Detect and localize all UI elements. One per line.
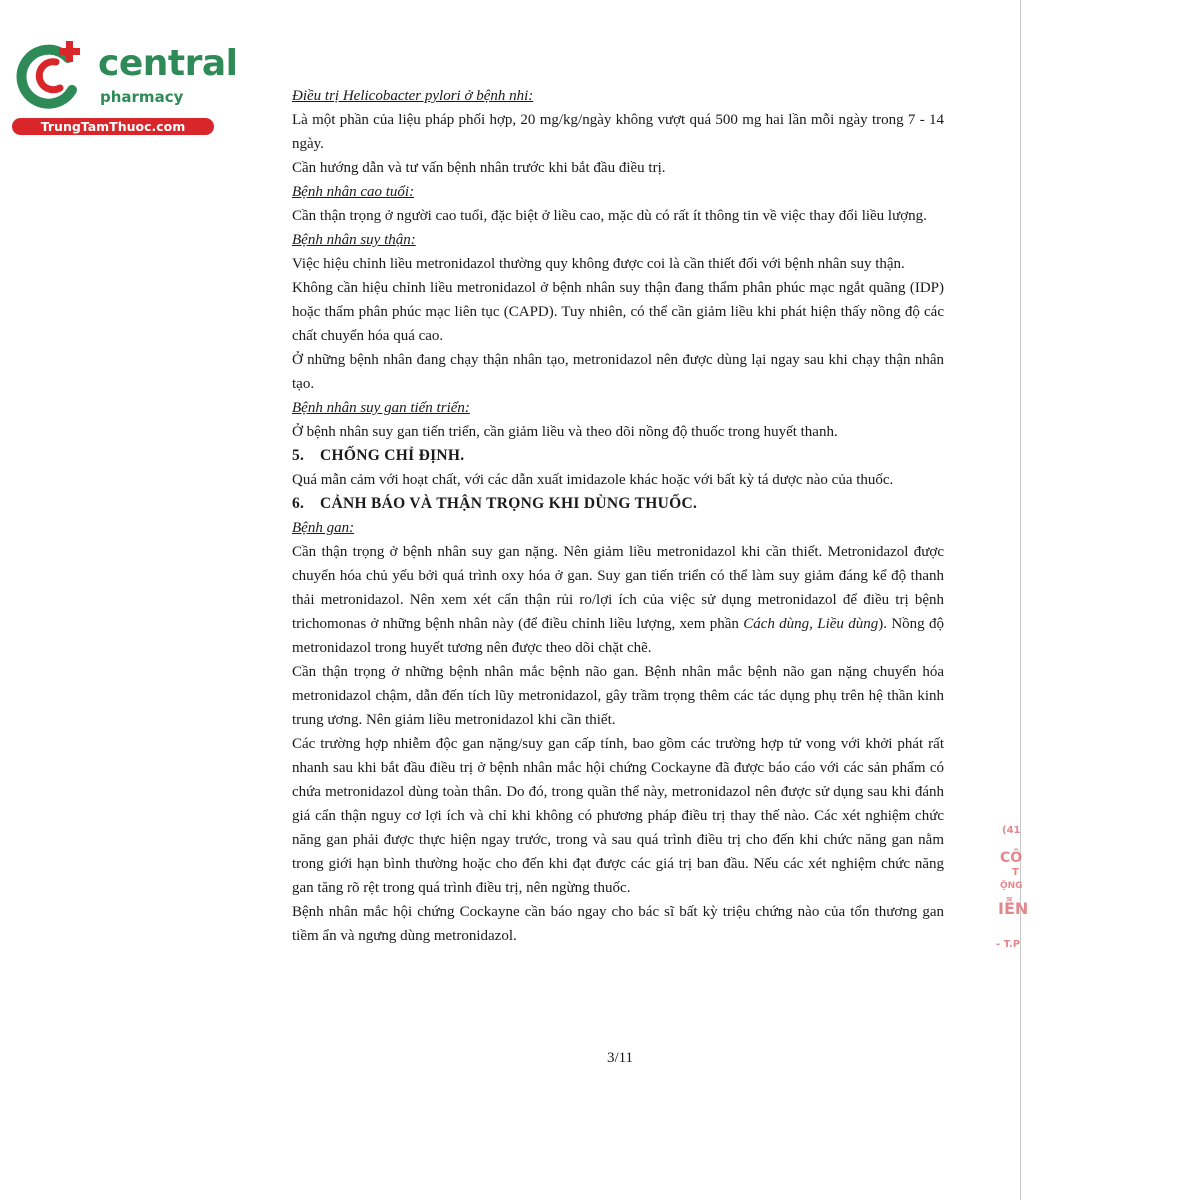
section-title: CHỐNG CHỈ ĐỊNH. xyxy=(320,447,465,464)
stamp-text: IỄN xyxy=(998,899,1029,918)
section-heading-contraindications xyxy=(292,444,944,468)
section-number: 5. xyxy=(292,447,305,464)
logo-name: central xyxy=(98,43,238,84)
pharmacy-c-cross-icon xyxy=(12,38,88,114)
subheading-liver-disease: Bệnh gan: xyxy=(292,520,355,536)
central-pharmacy-logo xyxy=(8,36,238,136)
section-number: 6. xyxy=(292,495,305,512)
logo-subtitle: pharmacy xyxy=(100,88,184,106)
paragraph-text: ). Nồng độ metronidazol trong huyết tương nên được theo dõi chặt chẽ. xyxy=(292,616,944,656)
document-body xyxy=(292,84,944,948)
paragraph xyxy=(292,540,944,660)
subheading-h-pylori: Điều trị Helicobacter pylori ở bệnh nhi: xyxy=(292,88,534,104)
logo-website-badge: TrungTamThuoc.com xyxy=(12,118,214,135)
subheading-hepatic: Bệnh nhân suy gan tiến triển: xyxy=(292,400,470,416)
stamp-text: (41 xyxy=(1002,825,1021,836)
paragraph: Ở bệnh nhân suy gan tiến triển, cần giảm liều và theo dõi nồng độ thuốc trong huyết thanh. xyxy=(292,424,838,440)
paragraph: Các trường hợp nhiễm độc gan nặng/suy gan cấp tính, bao gồm các trường hợp tử vong với khởi phát rất nhanh sau khi bắt đầu điều trị ở bệnh nhân mắc hội chứng Cockayne đã được báo cáo với các sản phẩm có chứa metronidazol dùng toàn thân. Do đó, trong quần thể này, metronidazol nên được sử dụng sau khi đánh giá cẩn thận nguy cơ lợi ích và chỉ khi không có phương pháp điều trị thay thế nào. Các xét nghiệm chức năng gan phải được thực hiện ngay trước, trong và sau quá trình điều trị cho đến khi chức năng gan nằm trong giới hạn bình thường hoặc cho đến khi đạt được các giá trị ban đầu. Nếu các xét nghiệm chức năng gan tăng rõ rệt trong quá trình điều trị, nên ngừng thuốc. xyxy=(292,736,944,896)
paragraph: Là một phần của liệu pháp phối hợp, 20 mg/kg/ngày không vượt quá 500 mg hai lần mỗi ngày trong 7 - 14 ngày. xyxy=(292,112,944,152)
cross-reference: Cách dùng, Liều dùng xyxy=(743,616,879,632)
stamp-text: - T.P xyxy=(996,939,1021,950)
stamp-text: T xyxy=(1012,867,1019,878)
paragraph: Cần thận trọng ở người cao tuổi, đặc biệt ở liều cao, mặc dù có rất ít thông tin về việc thay đổi liều lượng. xyxy=(292,208,927,224)
paragraph: Không cần hiệu chỉnh liều metronidazol ở bệnh nhân suy thận đang thẩm phân phúc mạc ngắt quãng (IDP) hoặc thẩm phân phúc mạc liên tục (CAPD). Tuy nhiên, có thể cần giảm liều khi phát hiện thấy nồng độ các chất chuyển hóa quá cao. xyxy=(292,280,944,344)
company-stamp xyxy=(990,815,1030,965)
section-title: CẢNH BÁO VÀ THẬN TRỌNG KHI DÙNG THUỐC. xyxy=(320,495,698,512)
paragraph-text: Cần thận trọng ở bệnh nhân suy gan nặng. Nên giảm liều metronidazol khi cần thiết. Metronidazol được chuyển hóa chủ yếu bởi quá trình oxy hóa ở gan. Suy gan tiến triển có thể làm suy giảm đáng kể độ thanh thải metronidazol. Nên xem xét cẩn thận rủi ro/lợi ích của việc sử dụng metronidazol để điều trị bệnh trichomonas ở những bệnh nhân này (để điều chỉnh liều lượng, xem phần xyxy=(292,544,944,632)
subheading-elderly: Bệnh nhân cao tuổi: xyxy=(292,184,415,200)
paragraph: Ở những bệnh nhân đang chạy thận nhân tạo, metronidazol nên được dùng lại ngay sau khi chạy thận nhân tạo. xyxy=(292,352,944,392)
section-heading-warnings xyxy=(292,492,944,516)
paragraph: Cần thận trọng ở những bệnh nhân mắc bệnh não gan. Bệnh nhân mắc bệnh não gan nặng chuyển hóa metronidazol chậm, dẫn đến tích lũy metronidazol, gây trầm trọng thêm các tác dụng phụ trên hệ thần kinh trung ương. Nên giảm liều metronidazol khi cần thiết. xyxy=(292,664,944,728)
paragraph: Quá mẫn cảm với hoạt chất, với các dẫn xuất imidazole khác hoặc với bất kỳ tá dược nào của thuốc. xyxy=(292,472,894,488)
page-edge-line xyxy=(1020,0,1021,1200)
subheading-renal: Bệnh nhân suy thận: xyxy=(292,232,416,248)
stamp-text: ỘNG xyxy=(1000,881,1023,891)
page-number: 3/11 xyxy=(606,1050,634,1066)
paragraph: Bệnh nhân mắc hội chứng Cockayne cần báo ngay cho bác sĩ bất kỳ triệu chứng nào của tổn thương gan tiềm ẩn và ngưng dùng metronidazol. xyxy=(292,904,944,944)
paragraph: Việc hiệu chỉnh liều metronidazol thường quy không được coi là cần thiết đối với bệnh nhân suy thận. xyxy=(292,256,905,272)
stamp-text: CÔ xyxy=(1000,850,1023,866)
paragraph: Cần hướng dẫn và tư vấn bệnh nhân trước khi bắt đầu điều trị. xyxy=(292,160,666,176)
